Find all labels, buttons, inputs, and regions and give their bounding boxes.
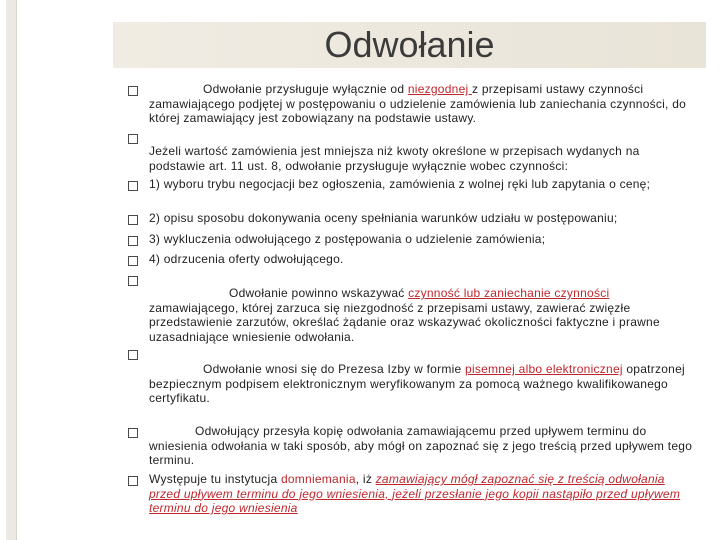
paragraph-10: [149, 472, 694, 516]
bullet-icon: [128, 428, 138, 438]
slide-title: Odwołanie: [324, 24, 495, 65]
p8-underlined: pisemnej albo elektronicznej: [465, 362, 623, 376]
p10-text-c: , iż: [355, 472, 376, 486]
paragraph-4: [149, 211, 694, 226]
paragraph-2: [149, 144, 694, 173]
paragraph-1: [149, 82, 694, 126]
bullet-icon: [128, 256, 138, 266]
p10-highlight: domniemania: [280, 472, 356, 486]
bullet-icon: [128, 276, 138, 286]
bullet-icon: [128, 350, 138, 360]
paragraph-7: [149, 286, 694, 344]
bullet-icon: [128, 134, 138, 144]
p2-text: Jeżeli wartość zamówienia jest mniejsza niż kwoty określone w przepisach wydanych na podstawie art. 11 ust. 8, odwołanie przysługuje wyłącznie wobec czynności:: [149, 144, 640, 173]
p7-text-a: Odwołanie powinno wskazywać: [229, 286, 409, 300]
paragraph-8: [149, 362, 694, 406]
p7-underlined: czynność lub zaniechanie czynności: [408, 286, 610, 300]
p10-text-a: Występuje tu instytucja: [149, 472, 281, 486]
p5-text: 3) wykluczenia odwołującego z postępowania o udzielenie zamówienia;: [149, 232, 546, 246]
p3-text: 1) wyboru trybu negocjacji bez ogłoszenia, zamówienia z wolnej ręki lub zapytania o cenę;: [149, 177, 651, 191]
bullet-icon: [128, 181, 138, 191]
paragraph-5: [149, 232, 694, 247]
paragraph-6: [149, 252, 694, 267]
bullet-icon: [128, 236, 138, 246]
bullet-icon: [128, 86, 138, 96]
p8-text-c: opatrzonej bezpiecznym podpisem elektronicznym weryfikowanym za pomocą ważnego kwalifikowanego certyfikatu.: [149, 362, 685, 406]
paragraph-3: [149, 177, 694, 192]
p8-text-a: Odwołanie wnosi się do Prezesa Izby w formie: [203, 362, 466, 376]
bullet-icon: [128, 476, 138, 486]
p1-text-a: Odwołanie przysługuje wyłącznie od: [203, 82, 408, 96]
p6-text: 4) odrzucenia oferty odwołującego.: [149, 252, 344, 266]
p4-text: 2) opisu sposobu dokonywania oceny spełniania warunków udziału w postępowaniu;: [149, 211, 618, 225]
p1-text-c: z przepisami ustawy czynności zamawiającego podjętej w postępowaniu o udzielenie zamówienia lub zaniechania czynności, do której zamawiający jest zobowiązany na podstawie ustawy.: [149, 82, 687, 126]
p7-text-c: zamawiającego, której zarzuca się niezgodność z przepisami ustawy, zawierać zwięzłe przedstawienie zarzutów, określać żądanie oraz wskazywać okoliczności faktyczne i prawne uzasadniające wniesienie odwołania.: [149, 300, 660, 344]
p9-text: Odwołujący przesyła kopię odwołania zamawiającemu przed upływem terminu do wniesienia odwołania w taki sposób, aby mógł on zapoznać się z jego treścią przed upływem tego terminu.: [149, 424, 693, 468]
bullet-icon: [128, 215, 138, 225]
paragraph-9: [149, 424, 694, 468]
p1-underlined: niezgodnej: [407, 82, 472, 96]
p10-underlined: zamawiający mógł zapoznać się z treścią odwołania przed upływem terminu do jego wniesienia, jeżeli przesłanie jego kopii nastąpiło przed upływem terminu do jego wniesienia: [149, 472, 681, 516]
